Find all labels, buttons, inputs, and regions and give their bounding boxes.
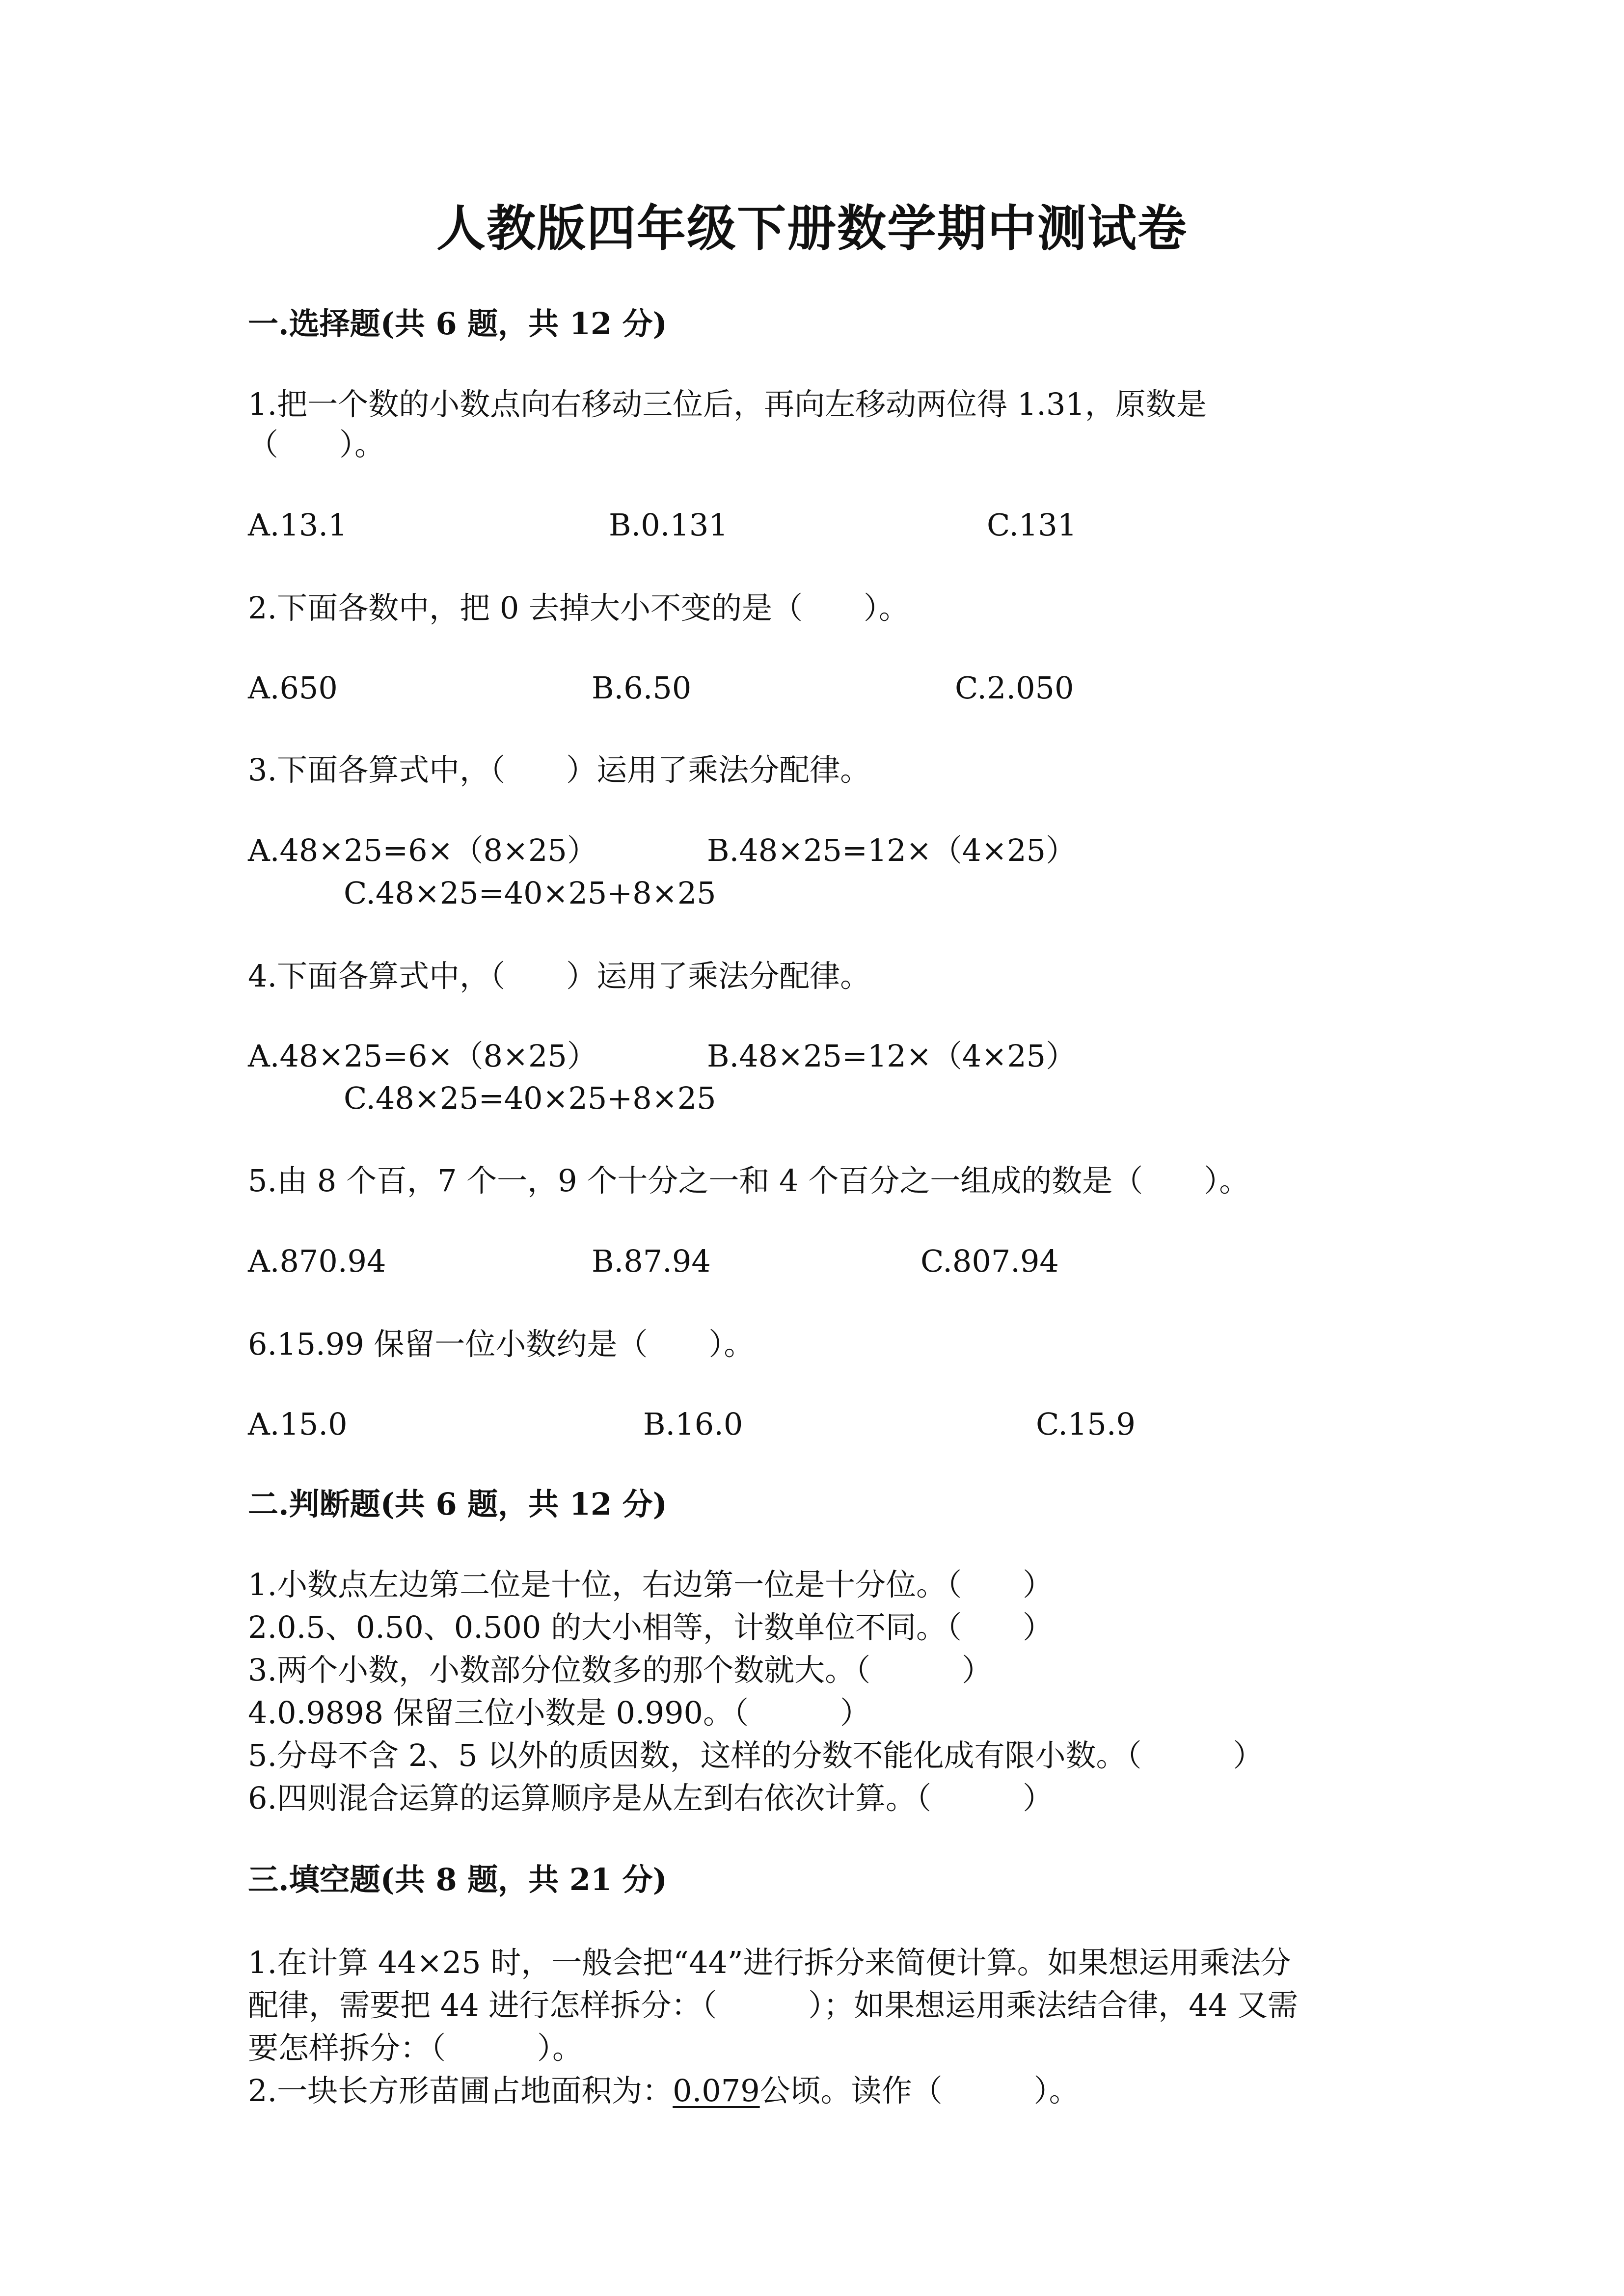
choice-q4-option-b: B.48×25=12×（4×25） (707, 1038, 1077, 1074)
fill-q1-line1: 1.在计算 44×25 时，一般会把“44”进行拆分来简便计算。如果想运用乘法分 (248, 1945, 1291, 1980)
fill-q1-line2: 配律，需要把 44 进行怎样拆分：（ ）；如果想运用乘法结合律，44 又需 (248, 1987, 1298, 2023)
choice-q6-text: 6.15.99 保留一位小数约是（ ）。 (248, 1326, 755, 1362)
choice-q1-line1: 1.把一个数的小数点向右移动三位后，再向左移动两位得 1.31，原数是 (248, 386, 1207, 422)
judge-item-2: 2.0.5、0.50、0.500 的大小相等，计数单位不同。（ ） (248, 1609, 1054, 1645)
choice-q3-option-a: A.48×25=6×（8×25） (248, 832, 597, 868)
choice-q2-option-c: C.2.050 (955, 670, 1074, 706)
choice-q3-option-b: B.48×25=12×（4×25） (707, 832, 1077, 868)
section-heading-choice: 一.选择题(共 6 题，共 12 分) (248, 306, 668, 342)
choice-q5-option-a: A.870.94 (248, 1243, 386, 1279)
fill-q2-suffix: 公顷。读作（ ）。 (759, 2073, 1080, 2109)
judge-item-4: 4.0.9898 保留三位小数是 0.990。（ ） (248, 1695, 871, 1731)
choice-q2-option-b: B.6.50 (592, 670, 692, 706)
choice-q4-option-c: C.48×25=40×25+8×25 (344, 1080, 716, 1116)
choice-q4-text: 4.下面各算式中，（ ）运用了乘法分配律。 (248, 958, 871, 994)
judge-item-6: 6.四则混合运算的运算顺序是从左到右依次计算。（ ） (248, 1780, 1054, 1816)
judge-item-3: 3.两个小数，小数部分位数多的那个数就大。（ ） (248, 1652, 993, 1688)
choice-q4-option-a: A.48×25=6×（8×25） (248, 1038, 597, 1074)
choice-q3-text: 3.下面各算式中，（ ）运用了乘法分配律。 (248, 752, 871, 788)
fill-q1-line3: 要怎样拆分：（ ）。 (248, 2030, 583, 2066)
choice-q1-option-a: A.13.1 (248, 507, 348, 543)
choice-q5-option-c: C.807.94 (920, 1243, 1059, 1279)
choice-q1-line2: （ ）。 (248, 427, 385, 462)
page-title: 人教版四年级下册数学期中测试卷 (436, 199, 1188, 257)
choice-q1-option-c: C.131 (987, 507, 1077, 543)
choice-q5-text: 5.由 8 个百，7 个一，9 个十分之一和 4 个百分之一组成的数是（ ）。 (248, 1163, 1250, 1199)
fill-q2-underlined-value: 0.079 (673, 2073, 760, 2109)
choice-q6-option-a: A.15.0 (248, 1406, 348, 1442)
choice-q6-option-b: B.16.0 (643, 1406, 743, 1442)
section-heading-judge: 二.判断题(共 6 题，共 12 分) (248, 1486, 668, 1522)
section-heading-fill: 三.填空题(共 8 题，共 21 分) (248, 1862, 668, 1897)
fill-q2-text (248, 2069, 1080, 2112)
choice-q2-option-a: A.650 (248, 670, 338, 706)
judge-item-5: 5.分母不含 2、5 以外的质因数，这样的分数不能化成有限小数。（ ） (248, 1737, 1264, 1773)
choice-q6-option-c: C.15.9 (1036, 1406, 1136, 1442)
choice-q1-option-b: B.0.131 (609, 507, 728, 543)
choice-q2-text: 2.下面各数中，把 0 去掉大小不变的是（ ）。 (248, 590, 910, 626)
choice-q3-option-c: C.48×25=40×25+8×25 (344, 875, 716, 911)
choice-q5-option-b: B.87.94 (592, 1243, 711, 1279)
judge-item-1: 1.小数点左边第二位是十位，右边第一位是十分位。（ ） (248, 1567, 1054, 1602)
fill-q2-prefix: 2.一块长方形苗圃占地面积为： (248, 2073, 673, 2109)
